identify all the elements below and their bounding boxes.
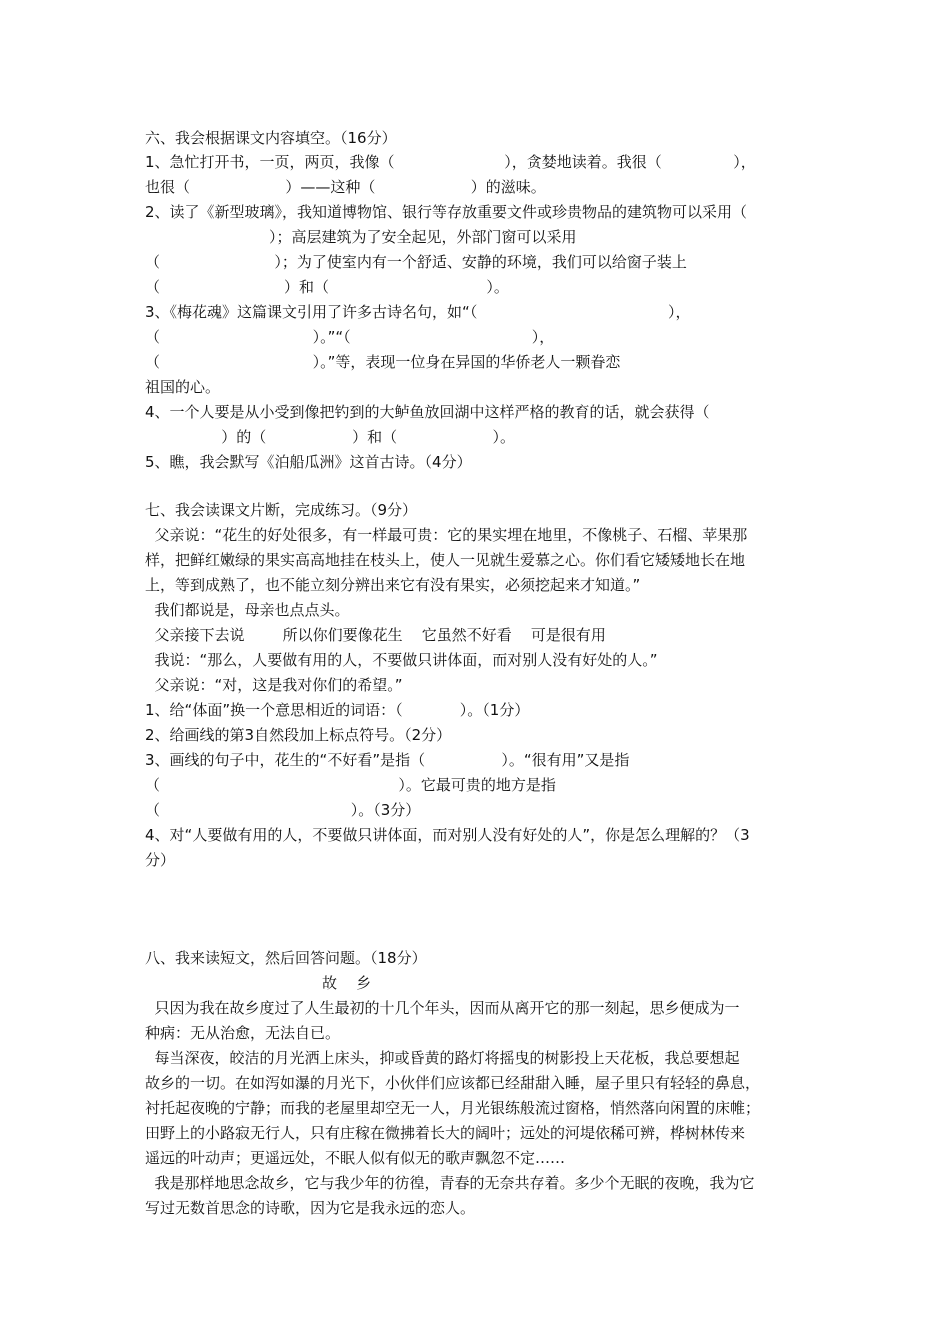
section-7-line: （ ）。（3分） bbox=[145, 801, 421, 819]
section-7-line: 父亲说：“花生的好处很多，有一样最可贵：它的果实埋在地里，不像桃子、石榴、苹果那 bbox=[145, 526, 748, 544]
section-6-title: 六、我会根据课文内容填空。（16分） bbox=[145, 129, 397, 147]
essay-line: 我是那样地思念故乡，它与我少年的彷徨，青春的无奈共存着。多少个无眠的夜晚，我为它 bbox=[145, 1174, 755, 1192]
section-6-line: 2、读了《新型玻璃》，我知道博物馆、银行等存放重要文件或珍贵物品的建筑物可以采用（ bbox=[145, 203, 748, 221]
section-6-line: 4、一个人要是从小受到像把钓到的大鲈鱼放回湖中这样严格的教育的话，就会获得（ bbox=[145, 403, 710, 421]
section-7-line: 我说：“那么，人要做有用的人，不要做只讲体面，而对别人没有好处的人。” bbox=[145, 651, 658, 669]
section-6-line: 1、急忙打开书，一页，两页，我像（ ），贪婪地读着。我很（ ）， bbox=[145, 153, 756, 171]
section-7-line: 2、给画线的第3自然段加上标点符号。（2分） bbox=[145, 726, 452, 744]
section-7-line: 1、给“体面”换一个意思相近的词语：（ ）。（1分） bbox=[145, 701, 530, 719]
section-7-line: 上，等到成熟了，也不能立刻分辨出来它有没有果实，必须挖起来才知道。” bbox=[145, 576, 641, 594]
section-7-line: （ ）。它最可贵的地方是指 bbox=[145, 776, 556, 794]
section-7-title: 七、我会读课文片断，完成练习。（9分） bbox=[145, 501, 418, 519]
essay-line: 故乡的一切。在如泻如瀑的月光下，小伙伴们应该都已经甜甜入睡，屋子里只有轻轻的鼻息， bbox=[145, 1074, 761, 1092]
section-7-line: 父亲接下去说 所以你们要像花生 它虽然不好看 可是很有用 bbox=[145, 626, 606, 644]
section-6-line: （ ）；为了使室内有一个舒适、安静的环境，我们可以给窗子装上 bbox=[145, 253, 687, 271]
section-6-line: 祖国的心。 bbox=[145, 378, 221, 396]
essay-line: 遥远的叶动声；更遥远处，不眠人似有似无的歌声飘忽不定…… bbox=[145, 1149, 566, 1167]
section-7-line: 我们都说是，母亲也点点头。 bbox=[145, 601, 350, 619]
section-8-title: 八、我来读短文，然后回答问题。（18分） bbox=[145, 949, 427, 967]
section-6-line: （ ）。”等，表现一位身在异国的华侨老人一颗眷恋 bbox=[145, 353, 621, 371]
essay-line: 种病：无从治愈，无法自已。 bbox=[145, 1024, 341, 1042]
essay-line: 只因为我在故乡度过了人生最初的十几个年头，因而从离开它的那一刻起，思乡便成为一 bbox=[145, 999, 740, 1017]
section-7-line: 样，把鲜红嫩绿的果实高高地挂在枝头上，使人一见就生爱慕之心。你们看它矮矮地长在地 bbox=[145, 551, 746, 569]
section-6-line: ）的（ ）和（ ）。 bbox=[145, 428, 515, 446]
essay-line: 田野上的小路寂无行人，只有庄稼在微拂着长大的阔叶；远处的河堤依稀可辨，桦树林传来 bbox=[145, 1124, 746, 1142]
section-7-line: 3、画线的句子中，花生的“不好看”是指（ ）。“很有用”又是指 bbox=[145, 751, 630, 769]
section-7-line: 4、对“人要做有用的人，不要做只讲体面，而对别人没有好处的人”，你是怎么理解的？（3 bbox=[145, 826, 750, 844]
section-6-line: （ ）和（ ）。 bbox=[145, 278, 509, 296]
section-6-line: 也很（ ）——这种（ ）的滋味。 bbox=[145, 178, 546, 196]
section-6-line: ）；高层建筑为了安全起见，外部门窗可以采用 bbox=[145, 228, 577, 246]
section-7-line: 分） bbox=[145, 851, 176, 869]
section-7-line: 父亲说：“对，这是我对你们的希望。” bbox=[145, 676, 403, 694]
section-6-line: 3、《梅花魂》这篇课文引用了许多古诗名句，如“（ ）， bbox=[145, 303, 691, 321]
essay-line: 写过无数首思念的诗歌，因为它是我永远的恋人。 bbox=[145, 1199, 476, 1217]
essay-line: 衬托起夜晚的宁静；而我的老屋里却空无一人，月光银练般流过窗格，悄然落向闲置的床帷； bbox=[145, 1099, 761, 1117]
essay-title: 故 乡 bbox=[322, 974, 372, 992]
essay-line: 每当深夜，皎洁的月光洒上床头，抑或昏黄的路灯将摇曳的树影投上天花板，我总要想起 bbox=[145, 1049, 740, 1067]
section-6-line: （ ）。”“（ ）， bbox=[145, 328, 555, 346]
section-6-line: 5、瞧，我会默写《泊船瓜洲》这首古诗。（4分） bbox=[145, 453, 472, 471]
